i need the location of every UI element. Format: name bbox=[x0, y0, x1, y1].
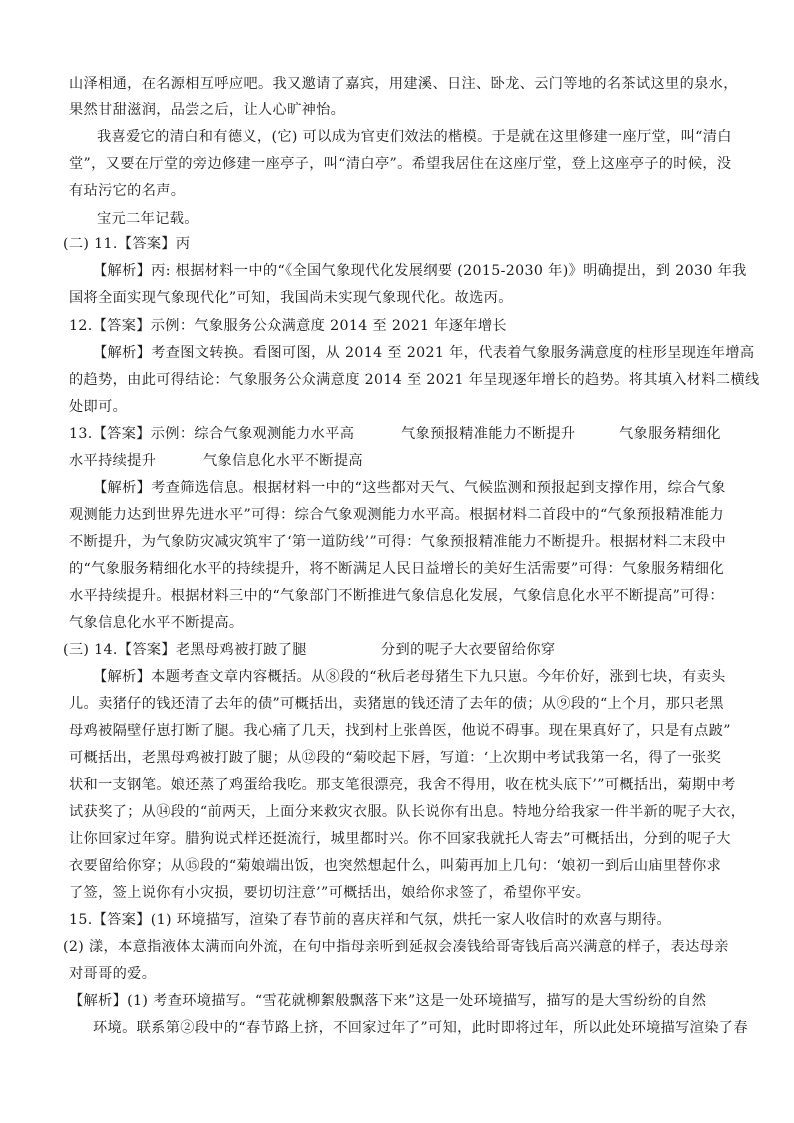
text-line: 让你回家过年穿。腊狗说式样还挺流行，城里都时兴。你不回家我就托人寄去”可概括出，分到的呢子大 bbox=[69, 831, 731, 847]
text-line: 环境。联系第②段中的“春节路上挤，不回家过年了”可知，此时即将过年，所以此处环境描写渲染了春 bbox=[93, 1020, 748, 1036]
text-line: 水平持续提升 bbox=[69, 453, 157, 469]
text-line: 观测能力达到世界先进水平”可得：综合气象观测能力水平高。根据材料二首段中的“气象预报精准能力 bbox=[69, 507, 724, 523]
text-line: 宝元二年记载。 bbox=[97, 211, 199, 227]
text-line: 气象预报精准能力不断提升 bbox=[401, 426, 576, 442]
text-line: 了签，签上说你有小灾损，要切切注意’”可概括出，娘给你求签了，希望你平安。 bbox=[69, 885, 591, 901]
text-line: 试获奖了；从⑭段的“前两天，上面分来救灾衣服。队长说你有出息。特地分给我家一件半新的呢子大衣， bbox=[69, 804, 746, 820]
text-line: 堂”，又要在厅堂的旁边修建一座亭子，叫“清白亭”。希望我居住在这座厅堂，登上这座亭子的时候，没 bbox=[69, 156, 732, 172]
text-line: 气象服务精细化 bbox=[619, 426, 721, 442]
text-line: 气象信息化水平不断提高 bbox=[203, 453, 363, 469]
text-line: 【解析】考查图文转换。看图可图，从 2014 至 2021 年，代表着气象服务满意度的柱形呈现连年增高 bbox=[93, 345, 755, 361]
text-line: 状和一支钢笔。娘还蒸了鸡蛋给我吃。那支笔很漂亮，我舍不得用，收在枕头底下’”可概括出，菊期中考 bbox=[69, 777, 736, 793]
text-line: 对哥哥的爱。 bbox=[69, 966, 157, 982]
text-line: 我喜爱它的清白和有德义，(它) 可以成为官吏们效法的楷模。于是就在这里修建一座厅堂，叫“清白 bbox=[97, 129, 732, 145]
text-line: 的趋势，由此可得结论：气象服务公众满意度 2014 至 2021 年呈现逐年增长的趋势。将其填入材料二横线 bbox=[69, 372, 760, 388]
text-line: 【解析】考查筛选信息。根据材料一中的“这些都对天气、气候监测和预报起到支撑作用，综合气象 bbox=[93, 480, 726, 496]
text-line: 的“气象服务精细化水平的持续提升，将不断满足人民日益增长的美好生活需要”可得：气象服务精细化 bbox=[69, 561, 724, 577]
text-line: (2) 漾，本意指液体太满而向外流，在句中指母亲听到延叔会凑钱给哥寄钱后高兴满意的样子，表达母亲 bbox=[63, 939, 729, 955]
text-line: 15.【答案】(1) 环境描写，渲染了春节前的喜庆祥和气氛，烘托一家人收信时的欢喜与期待。 bbox=[69, 912, 672, 928]
text-line: (二) 11.【答案】丙 bbox=[63, 236, 191, 252]
text-line: 分到的呢子大衣要留给你穿 bbox=[381, 642, 556, 658]
text-line: 【解析】本题考查文章内容概括。从⑧段的“秋后老母猪生下九只崽。今年价好，涨到七块，有卖头 bbox=[93, 669, 726, 685]
text-line: 水平持续提升。根据材料三中的“气象部门不断推进气象信息化发展，气象信息化水平不断提高”可得： bbox=[69, 588, 724, 604]
text-line: 12.【答案】示例：气象服务公众满意度 2014 至 2021 年逐年增长 bbox=[69, 318, 507, 334]
text-line: (三) 14.【答案】老黑母鸡被打跛了腿 bbox=[63, 642, 307, 658]
text-line: 衣要留给你穿；从⑮段的“菊娘端出饭，也突然想起什么，叫菊再加上几句：‘娘初一到后山庙里替你求 bbox=[69, 858, 722, 874]
text-line: 母鸡被隔壁仔崽打断了腿。我心痛了几天，找到村上张兽医，他说不碍事。现在果真好了，只是有点跛” bbox=[69, 723, 731, 739]
text-line: 有玷污它的名声。 bbox=[69, 183, 186, 199]
text-line: 果然甘甜滋润，品尝之后，让人心旷神怡。 bbox=[69, 102, 346, 118]
text-line: 气象信息化水平不断提高。 bbox=[69, 615, 244, 631]
text-line: 山泽相通，在名源相互呼应吧。我又邀请了嘉宾，用建溪、日注、卧龙、云门等地的名茶试这里的泉水， bbox=[69, 76, 738, 92]
text-line: 儿。卖猪仔的钱还清了去年的债”可概括出，卖猪崽的钱还清了去年的债；从⑨段的“上个月，那只老黑 bbox=[69, 696, 724, 712]
text-line: 处即可。 bbox=[69, 399, 128, 415]
text-line: 【解析】丙: 根据材料一中的“《全国气象现代化发展纲要 (2015-2030 年)》明确提出，到 2030 年我 bbox=[93, 263, 747, 279]
text-line: 不断提升，为气象防灾减灾筑牢了‘第一道防线’”可得：气象预报精准能力不断提升。根据材料二末段中 bbox=[69, 534, 726, 550]
text-line: 【解析】(1) 考查环境描写。“雪花就柳絮般飘落下来”这是一处环境描写，描写的是大雪纷纷的自然 bbox=[69, 993, 707, 1009]
text-line: 可概括出，老黑母鸡被打跛了腿；从⑫段的“菊咬起下唇，写道：‘上次期中考试我第一名，得了一张奖 bbox=[69, 750, 722, 766]
text-line: 13.【答案】示例：综合气象观测能力水平高 bbox=[69, 426, 355, 442]
text-line: 国将全面实现气象现代化”可知，我国尚未实现气象现代化。故选丙。 bbox=[69, 290, 513, 306]
